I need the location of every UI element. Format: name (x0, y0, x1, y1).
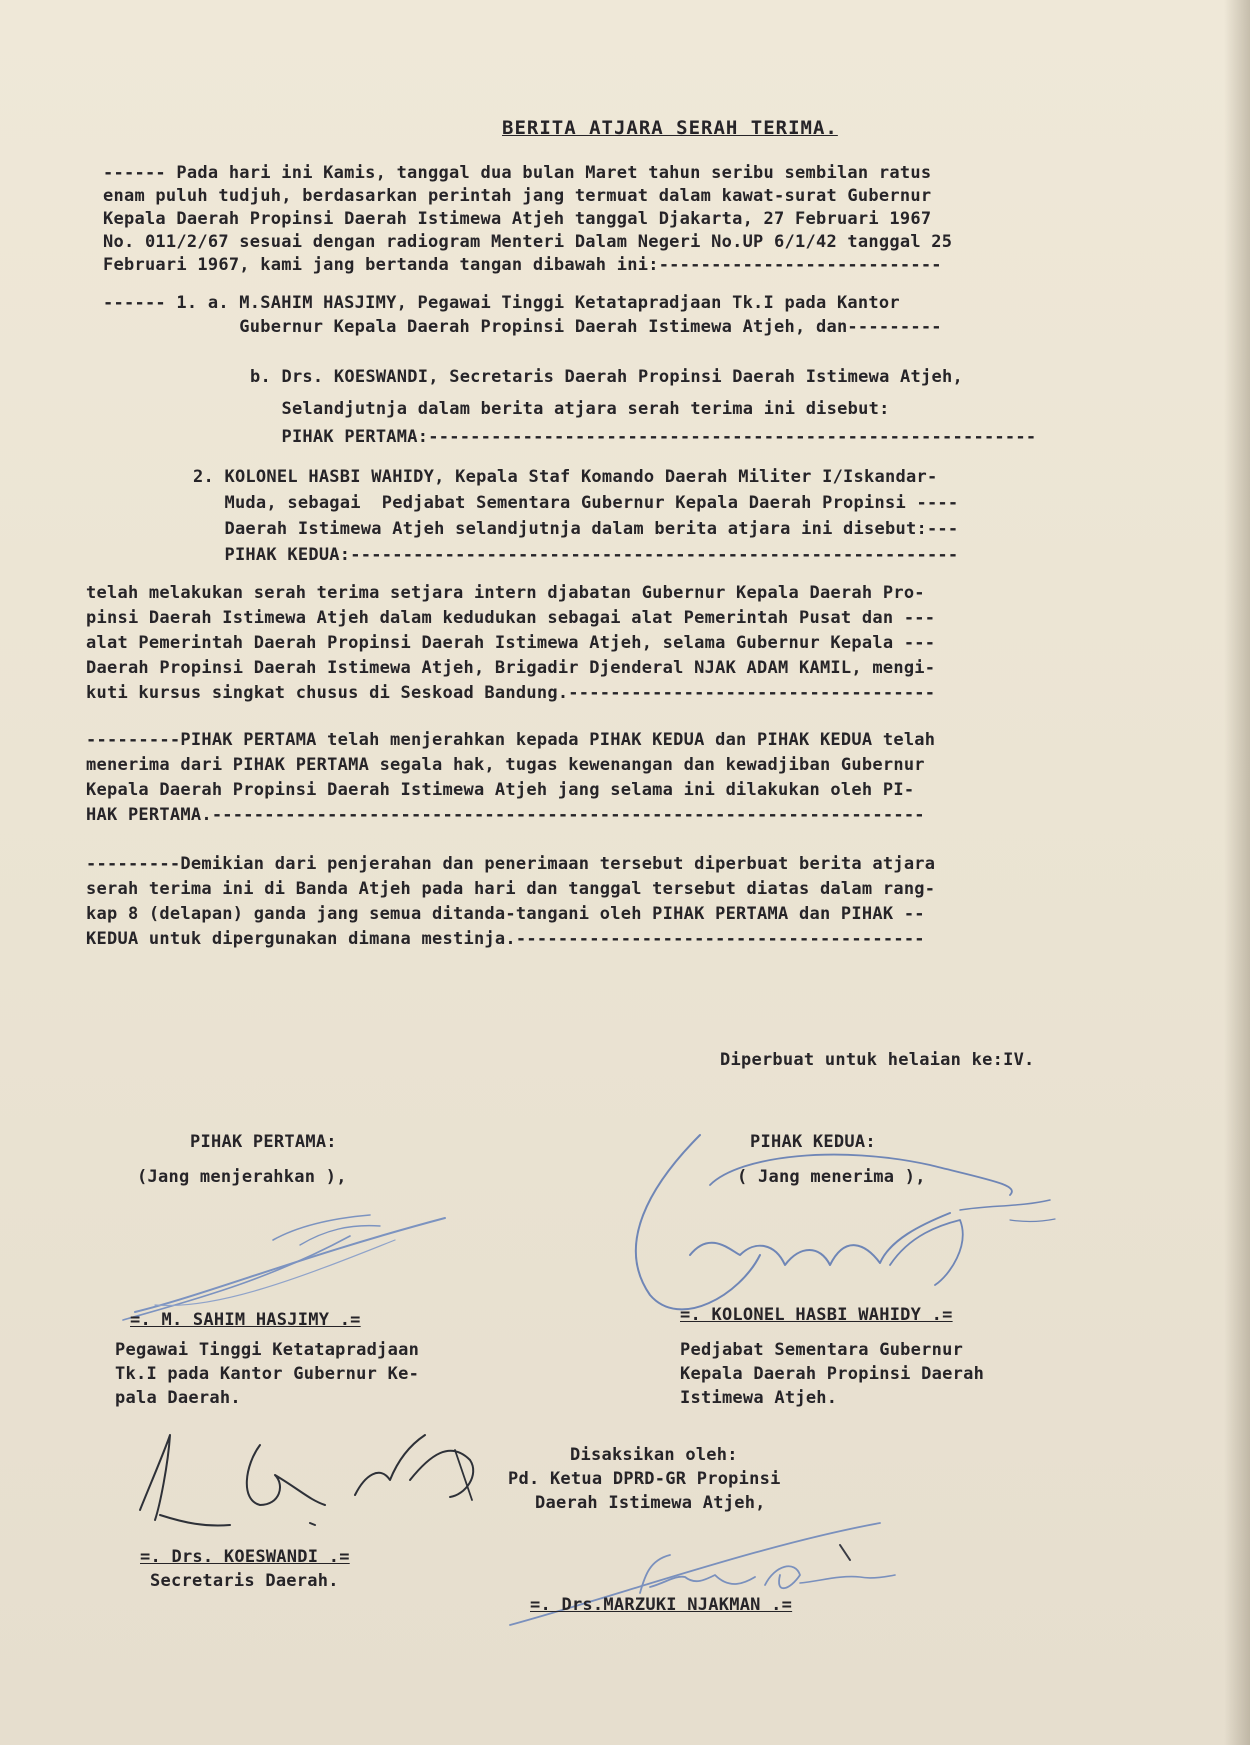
witness-line: Pd. Ketua DPRD-GR Propinsi (508, 1469, 781, 1489)
paragraph2-line: Kepala Daerah Propinsi Daerah Istimewa Atjeh jang selama ini dilakukan oleh PI- (86, 780, 915, 800)
party2-line: PIHAK KEDUA:---------------------------------------------------------- (193, 545, 959, 565)
paragraph2-line: menerima dari PIHAK PERTAMA segala hak, tugas kewenangan dan kewadjiban Gubernur (86, 755, 925, 775)
intro-line: enam puluh tudjuh, berdasarkan perintah jang termuat dalam kawat-surat Gubernur (103, 186, 932, 206)
party2-line: Daerah Istimewa Atjeh selandjutnja dalam berita atjara ini disebut:--- (193, 519, 959, 539)
witness-heading: Disaksikan oleh: (570, 1445, 738, 1465)
signature-hasbi-wahidy (590, 1125, 1070, 1325)
paragraph3-line: kap 8 (delapan) ganda jang semua ditanda-tangani oleh PIHAK PERTAMA dan PIHAK -- (86, 904, 925, 924)
witness-name: =. Drs.MARZUKI NJAKMAN .= (530, 1595, 793, 1615)
intro-line: No. 011/2/67 sesuai dengan radiogram Menteri Dalam Negeri No.UP 6/1/42 tanggal 25 (103, 232, 953, 252)
paragraph3-line: serah terima ini di Banda Atjeh pada hari dan tanggal tersebut diatas dalam rang- (86, 879, 936, 899)
intro-line: Februari 1967, kami jang bertanda tangan dibawah ini:--------------------------- (103, 255, 942, 275)
party1-a-line: Gubernur Kepala Daerah Propinsi Daerah Istimewa Atjeh, dan--------- (103, 317, 942, 337)
paragraph1-line: Daerah Propinsi Daerah Istimewa Atjeh, Brigadir Djenderal NJAK ADAM KAMIL, mengi- (86, 658, 936, 678)
left-party-label: PIHAK PERTAMA: (190, 1132, 337, 1152)
party1-b-line: Selandjutnja dalam berita atjara serah terima ini disebut: (250, 399, 890, 419)
left-party-role: (Jang menjerahkan ), (137, 1167, 347, 1187)
party1-b-line: b. Drs. KOESWANDI, Secretaris Daerah Propinsi Daerah Istimewa Atjeh, (250, 367, 963, 387)
signer2-name: =. KOLONEL HASBI WAHIDY .= (680, 1305, 953, 1325)
party2-line: 2. KOLONEL HASBI WAHIDY, Kepala Staf Komando Daerah Militer I/Iskandar- (193, 467, 938, 487)
party2-line: Muda, sebagai Pedjabat Sementara Gubernur Kepala Daerah Propinsi ---- (193, 493, 959, 513)
right-party-role: ( Jang menerima ), (737, 1167, 926, 1187)
signer2-title-line: Istimewa Atjeh. (680, 1388, 838, 1408)
document-title: BERITA ATJARA SERAH TERIMA. (502, 117, 838, 139)
signer3-name: =. Drs. KOESWANDI .= (140, 1547, 350, 1567)
signer1-name: =. M. SAHIM HASJIMY .= (130, 1310, 361, 1330)
page-edge-shadow (1224, 0, 1250, 1745)
paragraph3-line: ---------Demikian dari penjerahan dan penerimaan tersebut diperbuat berita atjara (86, 854, 936, 874)
right-party-label: PIHAK KEDUA: (750, 1132, 876, 1152)
copy-note: Diperbuat untuk helaian ke:IV. (720, 1050, 1035, 1070)
paragraph1-line: pinsi Daerah Istimewa Atjeh dalam kedudukan sebagai alat Pemerintah Pusat dan --- (86, 608, 936, 628)
paragraph3-line: KEDUA untuk dipergunakan dimana mestinja.--------------------------------------- (86, 929, 925, 949)
signer1-title-line: pala Daerah. (115, 1388, 241, 1408)
signature-marzuki-njakman (500, 1505, 1000, 1645)
signer2-title-line: Kepala Daerah Propinsi Daerah (680, 1364, 985, 1384)
intro-line: ------ Pada hari ini Kamis, tanggal dua bulan Maret tahun seribu sembilan ratus (103, 163, 932, 183)
paragraph1-line: kuti kursus singkat chusus di Seskoad Bandung.----------------------------------- (86, 683, 936, 703)
intro-line: Kepala Daerah Propinsi Daerah Istimewa Atjeh tanggal Djakarta, 27 Februari 1967 (103, 209, 932, 229)
paragraph1-line: alat Pemerintah Daerah Propinsi Daerah Istimewa Atjeh, selama Gubernur Kepala --- (86, 633, 936, 653)
signer2-title-line: Pedjabat Sementara Gubernur (680, 1340, 964, 1360)
signature-koeswandi (110, 1405, 510, 1545)
party1-b-line: PIHAK PERTAMA:---------------------------------------------------------- (250, 427, 1037, 447)
paragraph2-line: HAK PERTAMA.-------------------------------------------------------------------- (86, 805, 925, 825)
paragraph2-line: ---------PIHAK PERTAMA telah menjerahkan kepada PIHAK KEDUA dan PIHAK KEDUA telah (86, 730, 936, 750)
party1-a-line: ------ 1. a. M.SAHIM HASJIMY, Pegawai Tinggi Ketatapradjaan Tk.I pada Kantor (103, 293, 900, 313)
signer1-title-line: Pegawai Tinggi Ketatapradjaan (115, 1340, 420, 1360)
witness-line: Daerah Istimewa Atjeh, (535, 1493, 766, 1513)
signer3-title: Secretaris Daerah. (150, 1571, 339, 1591)
signer1-title-line: Tk.I pada Kantor Gubernur Ke- (115, 1364, 420, 1384)
paragraph1-line: telah melakukan serah terima setjara intern djabatan Gubernur Kepala Daerah Pro- (86, 583, 925, 603)
